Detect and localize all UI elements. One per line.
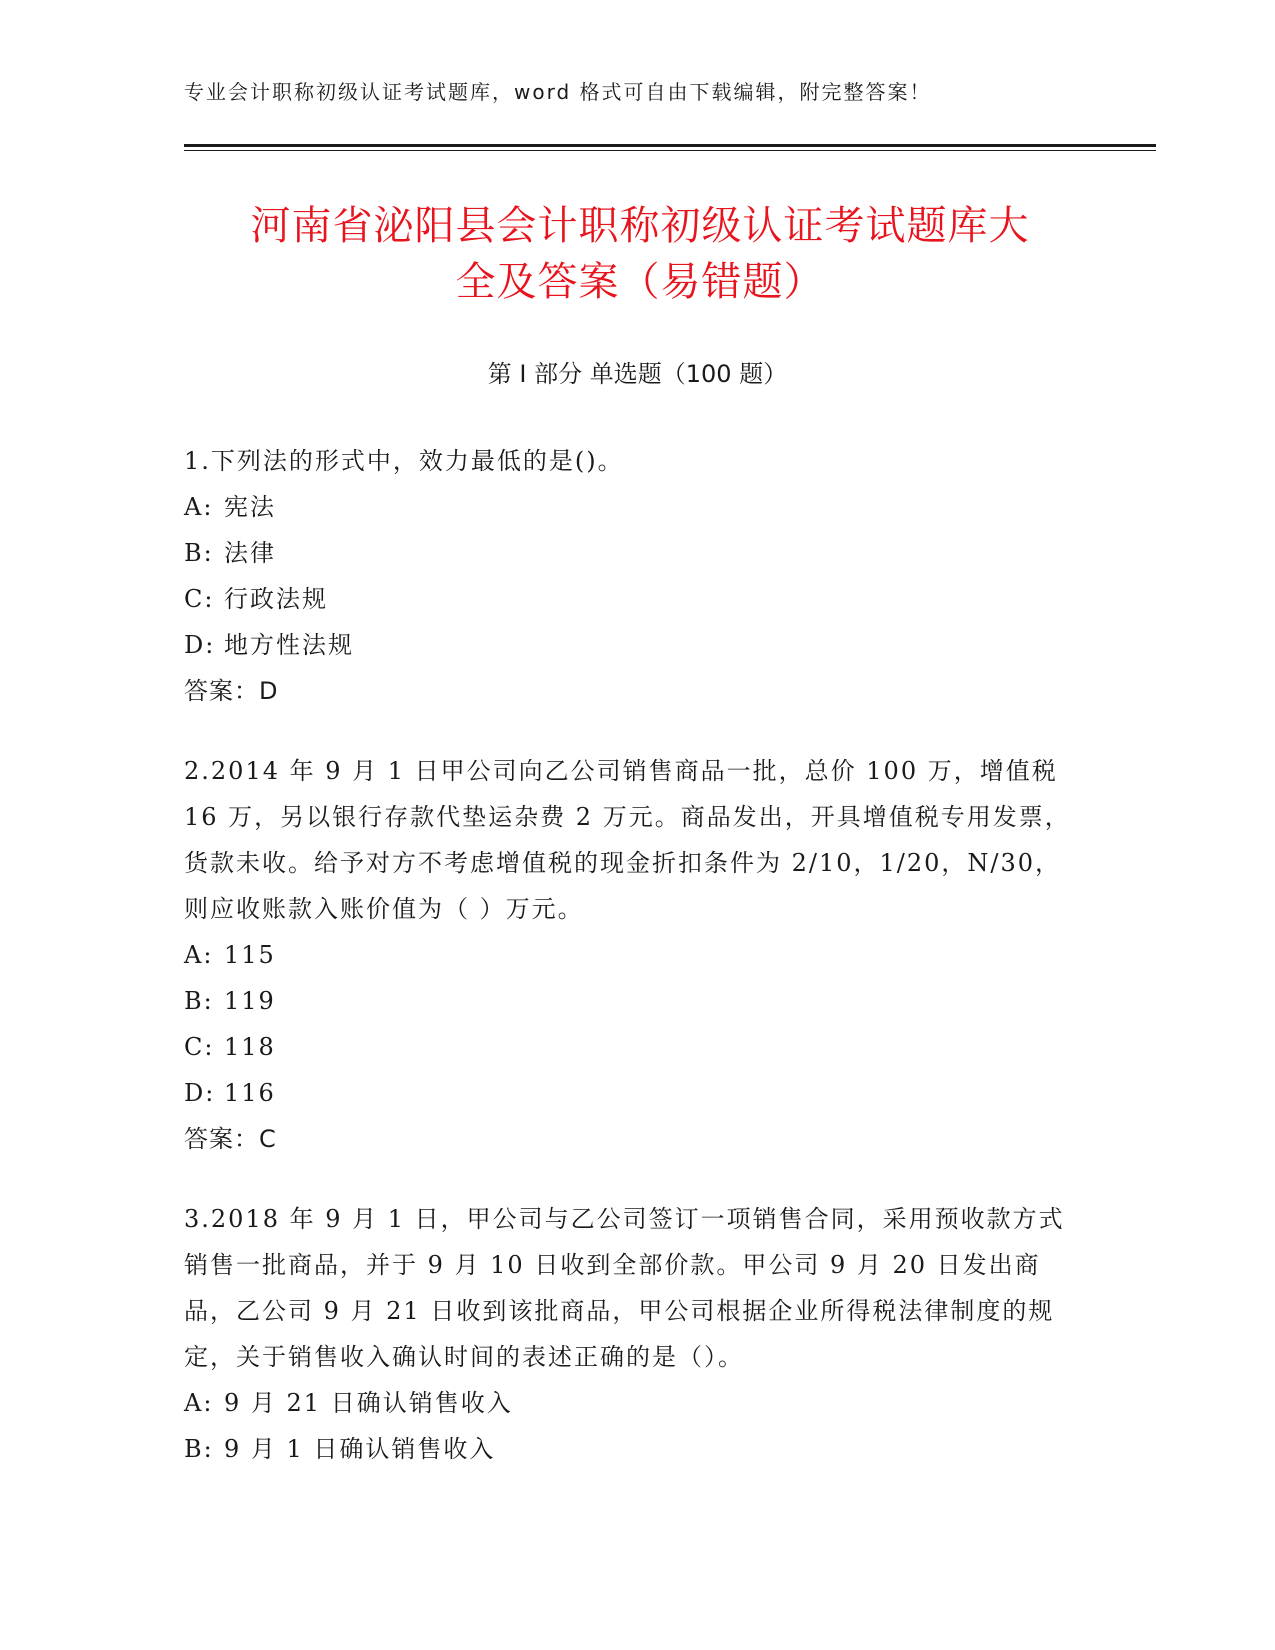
option-a [184, 932, 1074, 978]
option-text: 地方性法规 [224, 631, 354, 659]
option-c [184, 576, 1074, 622]
option-d [184, 622, 1074, 668]
header-note: 专业会计职称初级认证考试题库，word 格式可自由下载编辑，附完整答案！ [184, 80, 932, 104]
option-key: B: [184, 539, 214, 567]
question-stem: 2.2014 年 9 月 1 日甲公司向乙公司销售商品一批，总价 100 万，增值税 16 万，另以银行存款代垫运杂费 2 万元。商品发出，开具增值税专用发票，货款未收。给予对方不考虑增值税的现金折扣条件为 2/10，1/20，N/30，则应收账款入账价值为（ ）万元。 [184, 757, 1071, 923]
question-stem: 3.2018 年 9 月 1 日，甲公司与乙公司签订一项销售合同，采用预收款方式销售一批商品，并于 9 月 10 日收到全部价款。甲公司 9 月 20 日发出商品，乙公司 9 月 21 日收到该批商品，甲公司根据企业所得税法律制度的规定，关于销售收入确认时间的表述正确的是（）。 [184, 1205, 1065, 1371]
option-d [184, 1070, 1074, 1116]
title-line-2: 全及答案（易错题） [455, 259, 825, 305]
option-text: 9 月 21 日确认销售收入 [224, 1389, 513, 1417]
option-b [184, 978, 1074, 1024]
option-text: 118 [224, 1033, 276, 1061]
option-a [184, 1380, 1074, 1426]
question-stem: 1.下列法的形式中，效力最低的是()。 [184, 447, 624, 475]
section-heading: 第 I 部分 单选题（100 题） [487, 360, 788, 388]
option-key: A: [184, 941, 214, 969]
question-1 [184, 438, 1074, 714]
answer-line: 答案：C [184, 1125, 277, 1153]
question-list [184, 438, 1074, 1506]
question-2 [184, 748, 1074, 1162]
option-key: A: [184, 1389, 214, 1417]
title-line-1: 河南省泌阳县会计职称初级认证考试题库大 [250, 203, 1030, 249]
option-key: C: [184, 585, 215, 613]
header-divider-thick [184, 144, 1156, 147]
option-key: B: [184, 987, 214, 1015]
option-text: 法律 [224, 539, 276, 567]
question-3 [184, 1196, 1074, 1472]
option-key: D: [184, 631, 216, 659]
option-key: B: [184, 1435, 214, 1463]
option-text: 宪法 [224, 493, 276, 521]
option-a [184, 484, 1074, 530]
option-text: 116 [224, 1079, 276, 1107]
option-text: 115 [224, 941, 276, 969]
header-divider-thin [184, 150, 1156, 151]
answer-line: 答案：D [184, 677, 279, 705]
document-title [160, 198, 1120, 310]
option-key: D: [184, 1079, 216, 1107]
option-text: 9 月 1 日确认销售收入 [224, 1435, 496, 1463]
option-key: C: [184, 1033, 215, 1061]
option-text: 行政法规 [224, 585, 328, 613]
option-b [184, 530, 1074, 576]
option-text: 119 [224, 987, 276, 1015]
option-c [184, 1024, 1074, 1070]
option-key: A: [184, 493, 214, 521]
option-b [184, 1426, 1074, 1472]
